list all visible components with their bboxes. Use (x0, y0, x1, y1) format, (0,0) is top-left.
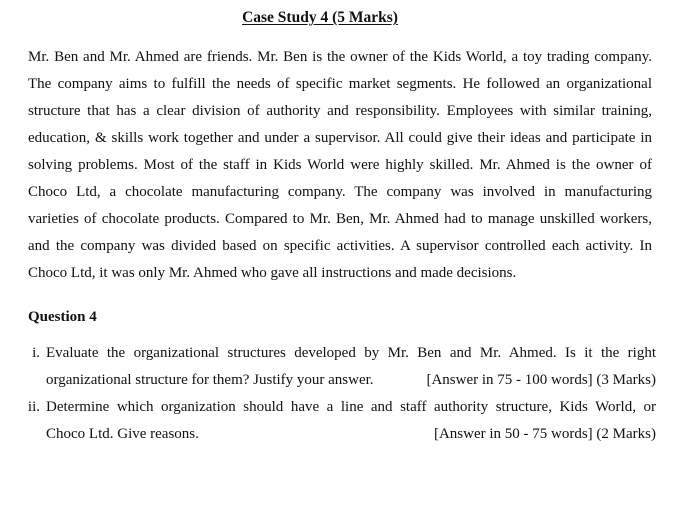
question-continuation (46, 367, 656, 394)
question-number: ii. (27, 399, 40, 415)
question-marks: [Answer in 50 - 75 words] (2 Marks) (433, 426, 656, 442)
question-text: organizational structure for them? Justify your answer. (46, 372, 374, 388)
paragraph-line: varieties of chocolate products. Compared to Mr. Ben, Mr. Ahmed had to manage unskilled workers, (28, 211, 652, 227)
question-text: Determine which organization should have a line and staff authority structure, Kids World, or (46, 399, 656, 415)
paragraph-line: Choco Ltd, it was only Mr. Ahmed who gave all instructions and made decisions. (28, 265, 517, 281)
paragraph-line: Choco Ltd, a chocolate manufacturing company. The company was involved in manufacturing (28, 184, 652, 200)
case-study-paragraph (28, 44, 652, 287)
paragraph-line: and the company was divided based on specific activities. A supervisor controlled each activity. In (28, 238, 652, 254)
question-marks: [Answer in 75 - 100 words] (3 Marks) (426, 372, 656, 388)
question-item (16, 340, 656, 394)
question-heading: Question 4 (28, 309, 97, 325)
question-list (16, 340, 656, 448)
question-text: Choco Ltd. Give reasons. (46, 426, 199, 442)
paragraph-line: structure that has a clear division of authority and responsibility. Employees with similar training, (28, 103, 652, 119)
question-number: i. (32, 345, 40, 361)
paragraph-line: The company aims to fulfill the needs of specific market segments. He followed an organizational (28, 76, 652, 92)
paragraph-line: solving problems. Most of the staff in Kids World were highly skilled. Mr. Ahmed is the owner of (28, 157, 652, 173)
case-study-title: Case Study 4 (5 Marks) (242, 9, 398, 26)
question-item (16, 394, 656, 448)
paragraph-line: Mr. Ben and Mr. Ahmed are friends. Mr. Ben is the owner of the Kids World, a toy trading company. (28, 49, 652, 65)
question-text: Evaluate the organizational structures developed by Mr. Ben and Mr. Ahmed. Is it the right (46, 345, 656, 361)
paragraph-line: education, & skills work together and under a supervisor. All could give their ideas and participate in (28, 130, 652, 146)
question-continuation (46, 421, 656, 448)
